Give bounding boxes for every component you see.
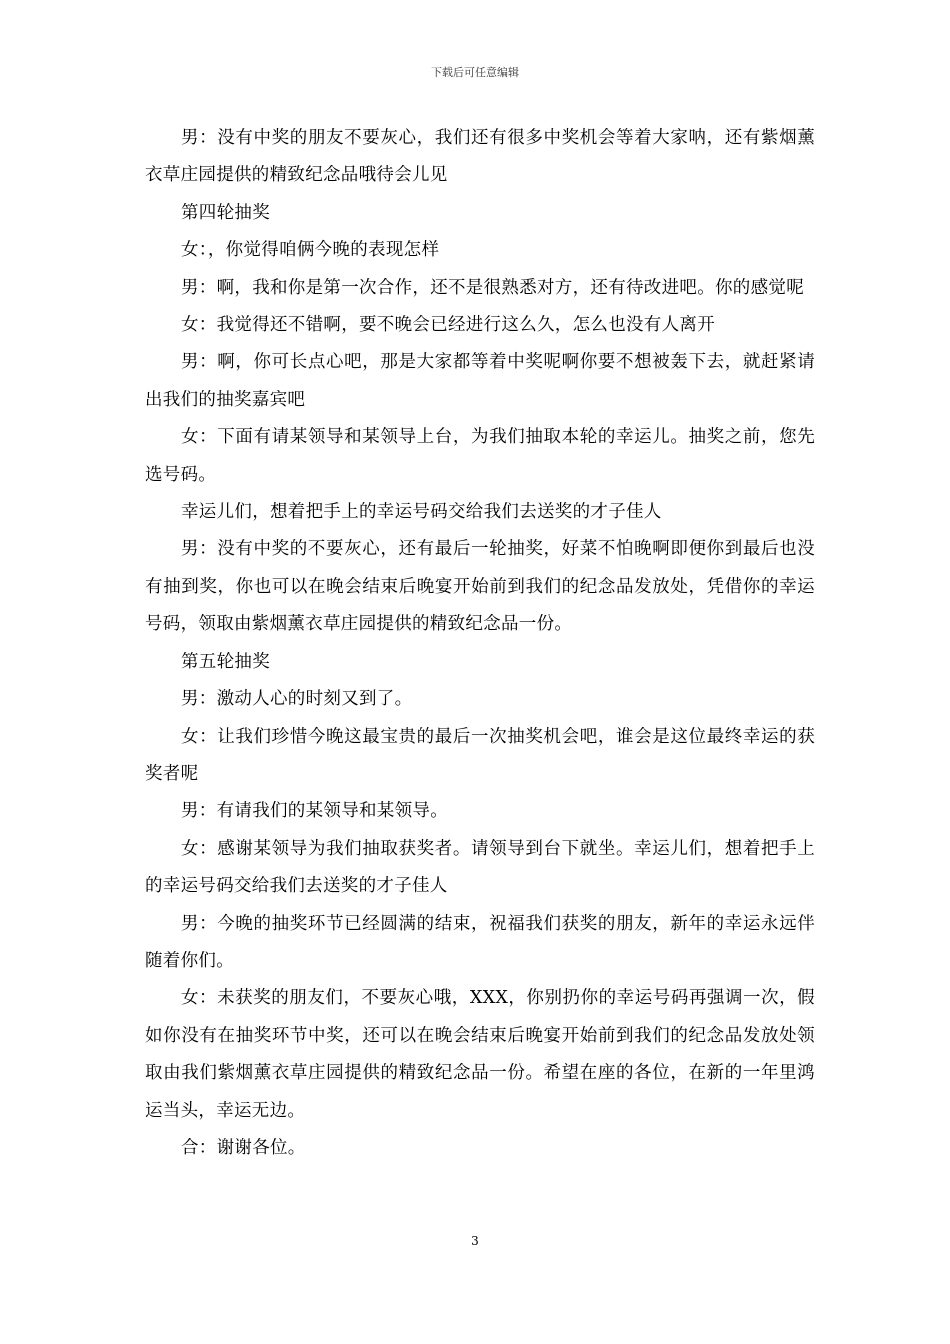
paragraph: 女：未获奖的朋友们，不要灰心哦，XXX，你别扔你的幸运号码再强调一次，假如你没有在抽奖环节中奖，还可以在晚会结束后晚宴开始前到我们的纪念品发放处领取由我们紫烟薰衣草庄园提供的精致纪念品一份。希望在座的各位，在新的一年里鸿运当头，幸运无边。: [145, 988, 815, 1121]
paragraph: 女：下面有请某领导和某领导上台，为我们抽取本轮的幸运儿。抽奖之前，您先选号码。: [145, 427, 815, 485]
paragraph: 男：没有中奖的朋友不要灰心，我们还有很多中奖机会等着大家呐，还有紫烟薰衣草庄园提供的精致纪念品哦待会儿见: [145, 128, 815, 186]
paragraph: 幸运儿们，想着把手上的幸运号码交给我们去送奖的才子佳人: [181, 502, 662, 523]
section-heading: 第五轮抽奖: [181, 651, 270, 672]
page-number: 3: [471, 1234, 479, 1248]
paragraph: 男：有请我们的某领导和某领导。: [181, 801, 448, 822]
paragraph: 男：激动人心的时刻又到了。: [181, 689, 413, 710]
paragraph: 男：今晚的抽奖环节已经圆满的结束，祝福我们获奖的朋友，新年的幸运永远伴随着你们。: [145, 913, 815, 971]
paragraph: 男：啊，我和你是第一次合作，还不是很熟悉对方，还有待改进吧。你的感觉呢: [181, 277, 804, 298]
page-header: 下载后可任意编辑: [431, 66, 519, 79]
paragraph: 合：谢谢各位。: [181, 1137, 306, 1158]
paragraph: 男：啊，你可长点心吧，那是大家都等着中奖呢啊你要不想被轰下去，就赶紧请出我们的抽奖嘉宾吧: [145, 352, 815, 410]
paragraph: 女：感谢某领导为我们抽取获奖者。请领导到台下就坐。幸运儿们，想着把手上的幸运号码交给我们去送奖的才子佳人: [145, 838, 815, 897]
section-heading: 第四轮抽奖: [181, 202, 270, 223]
paragraph: 男：没有中奖的不要灰心，还有最后一轮抽奖，好菜不怕晚啊即便你到最后也没有抽到奖，你也可以在晚会结束后晚宴开始前到我们的纪念品发放处，凭借你的幸运号码，领取由紫烟薰衣草庄园提供的精致纪念品一份。: [145, 539, 815, 635]
paragraph: 女：让我们珍惜今晚这最宝贵的最后一次抽奖机会吧，谁会是这位最终幸运的获奖者呢: [145, 726, 815, 784]
paragraph: 女：我觉得还不错啊，要不晚会已经进行这么久，怎么也没有人离开: [181, 315, 715, 336]
document-body: [145, 120, 815, 1167]
paragraph: 女：，你觉得咱俩今晚的表现怎样: [181, 240, 440, 261]
